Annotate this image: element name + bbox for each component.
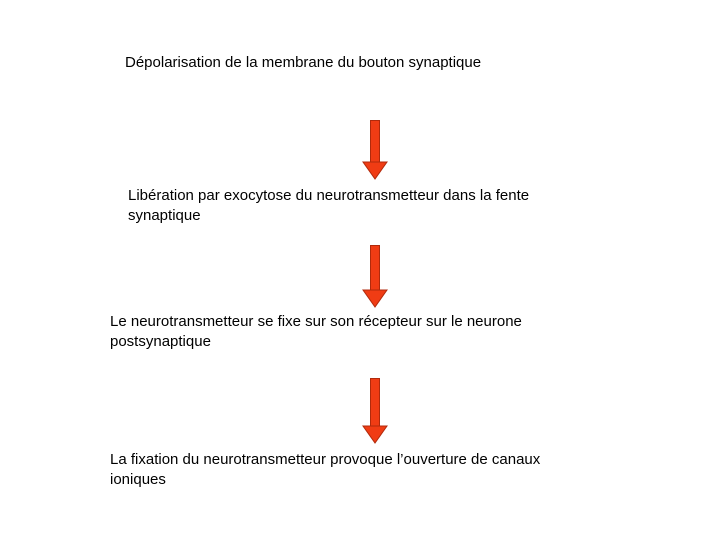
step-fixation-recepteur: Le neurotransmetteur se fixe sur son récepteur sur le neurone postsynaptique [110, 313, 522, 350]
down-arrow-icon [362, 245, 388, 308]
step-exocytose: Libération par exocytose du neurotransmetteur dans la fente synaptique [128, 187, 530, 224]
step-ouverture-canaux: La fixation du neurotransmetteur provoque l’ouverture de canaux ioniques [110, 451, 541, 488]
down-arrow-icon [362, 120, 388, 180]
down-arrow-icon [362, 378, 388, 444]
step-depolarisation: Dépolarisation de la membrane du bouton synaptique [125, 54, 482, 71]
